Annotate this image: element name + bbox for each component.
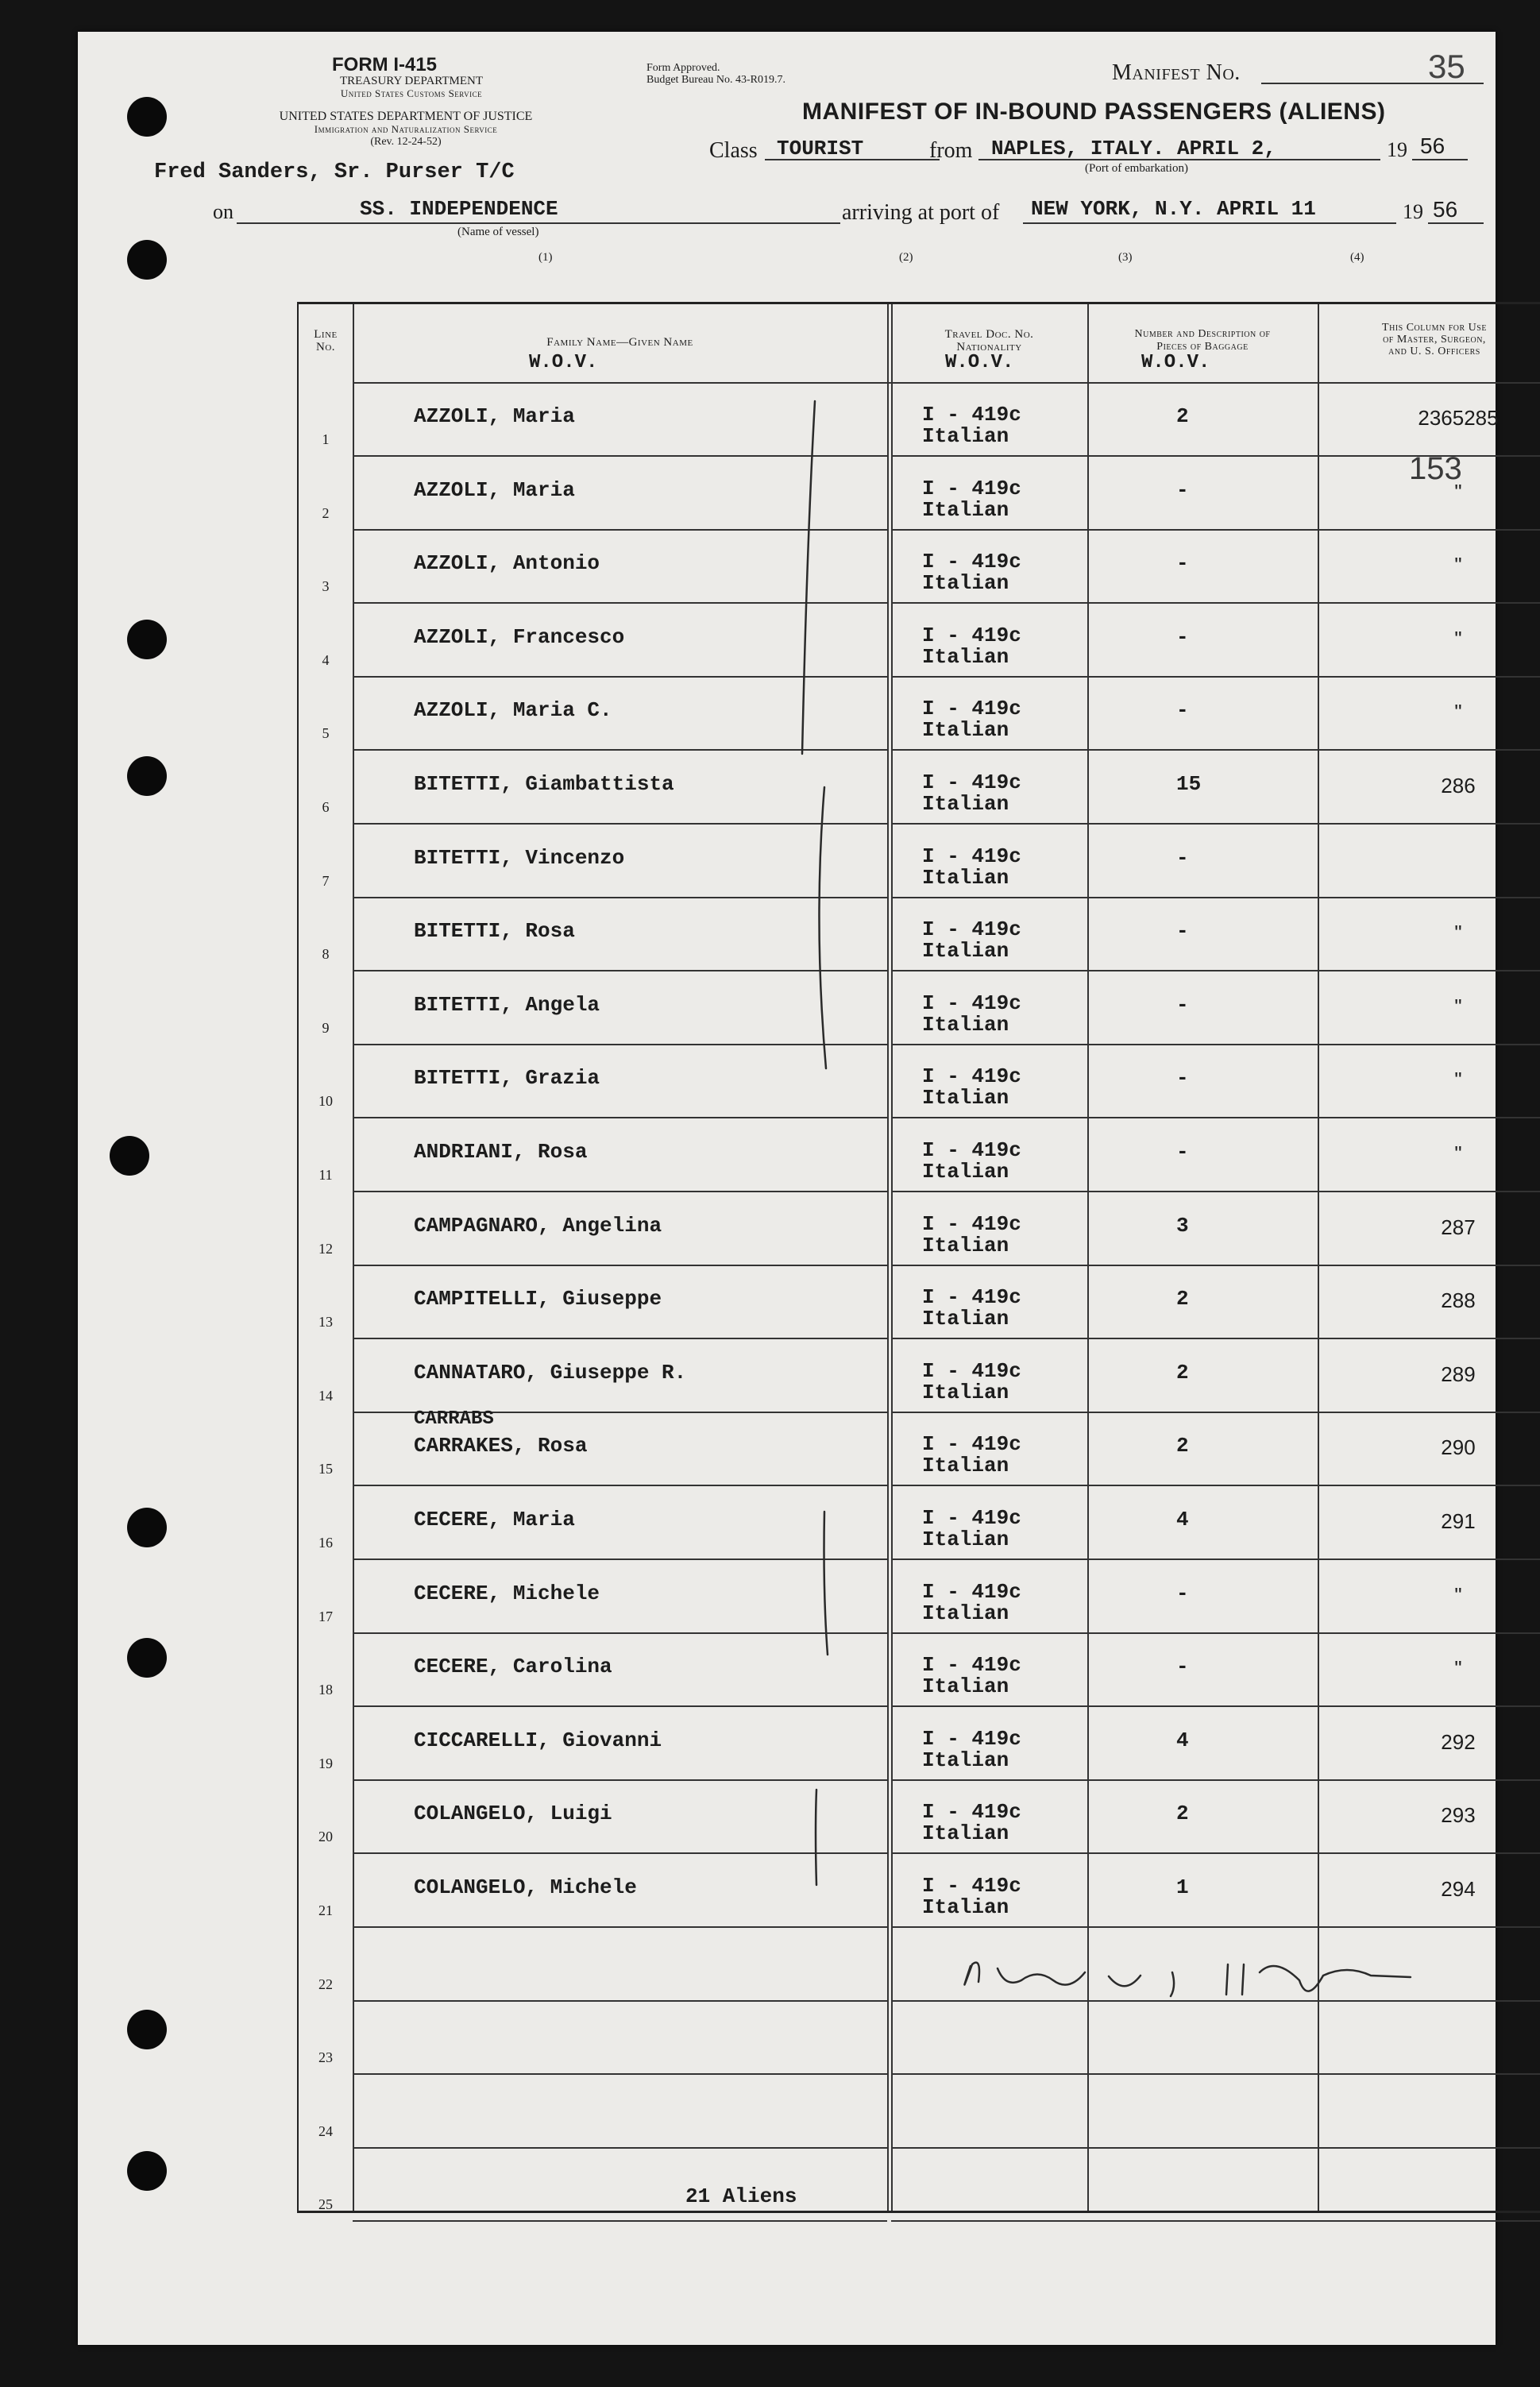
arrival-port: NEW YORK, N.Y. APRIL 11: [1031, 197, 1316, 221]
travel-doc-number: I - 419c: [922, 403, 1021, 427]
punch-hole: [127, 2010, 167, 2049]
baggage-count: -: [1176, 551, 1189, 576]
punch-hole: [127, 620, 167, 659]
baggage-count: -: [1176, 1581, 1189, 1605]
passenger-name: AZZOLI, Francesco: [414, 624, 625, 649]
doc-header-nationality: Nationality: [956, 341, 1022, 353]
baggage-count: -: [1176, 1066, 1189, 1091]
line-number: 20: [318, 1829, 333, 1845]
baggage-header-wov: W.O.V.: [1141, 352, 1210, 373]
passenger-name: CECERE, Michele: [414, 1581, 600, 1605]
doc-header-text: Travel Doc. No.: [944, 328, 1034, 341]
embarkation-caption: (Port of embarkation): [1085, 162, 1188, 175]
line-number: 15: [318, 1461, 333, 1477]
punch-hole: [127, 1508, 167, 1547]
officer-entry: ": [1454, 1068, 1462, 1092]
punch-hole: [127, 756, 167, 796]
nationality: Italian: [922, 1307, 1009, 1331]
line-number: 22: [318, 1976, 333, 1992]
from-label: from: [929, 138, 973, 163]
bracket-stroke: [824, 1512, 828, 1655]
officer-entry: 289: [1441, 1362, 1476, 1386]
officer-entry: 2365285: [1418, 406, 1499, 430]
travel-doc-number: I - 419c: [922, 1874, 1021, 1898]
nationality: Italian: [922, 1748, 1009, 1772]
nationality: Italian: [922, 865, 1009, 890]
travel-doc-number: I - 419c: [922, 1579, 1021, 1604]
officer-entry: ": [1454, 700, 1462, 724]
line-number: 2: [322, 504, 330, 521]
passenger-name: BITETTI, Rosa: [414, 919, 575, 944]
nationality: Italian: [922, 1528, 1009, 1551]
line-number: 6: [322, 799, 330, 815]
form-approved: Form Approved.: [646, 62, 720, 74]
officer-entry: ": [1454, 921, 1462, 945]
officer-entry: 286: [1441, 774, 1476, 798]
officer-entry: ": [1454, 1141, 1462, 1165]
line-header-text: Line: [314, 328, 338, 341]
passenger-name: AZZOLI, Maria C.: [414, 698, 612, 723]
travel-doc-number: I - 419c: [922, 771, 1021, 794]
nationality: Italian: [922, 644, 1009, 669]
travel-doc-number: I - 419c: [922, 991, 1021, 1015]
passenger-name: COLANGELO, Luigi: [414, 1802, 612, 1826]
line-number: 13: [318, 1314, 333, 1331]
from-year-line: [1412, 159, 1468, 160]
line-number: 24: [318, 2122, 333, 2139]
line-number: 9: [322, 1019, 330, 1036]
travel-doc-number: I - 419c: [922, 623, 1021, 647]
line-number: 4: [322, 651, 330, 668]
line-number: 5: [322, 725, 330, 742]
from-year: 56: [1420, 133, 1445, 158]
arrival-line: [1023, 222, 1396, 224]
baggage-count: 3: [1176, 1213, 1189, 1238]
officer-entry: ": [1454, 553, 1462, 577]
passenger-name: AZZOLI, Maria: [414, 404, 575, 428]
nationality: Italian: [922, 792, 1009, 816]
vessel-name: SS. INDEPENDENCE: [360, 197, 558, 221]
passenger-name: COLANGELO, Michele: [414, 1875, 637, 1899]
punch-hole: [127, 97, 167, 137]
baggage-count: -: [1176, 477, 1189, 502]
passenger-name: CAMPAGNARO, Angelina: [414, 1213, 662, 1238]
travel-doc-number: I - 419c: [922, 917, 1021, 942]
line-number: 11: [318, 1167, 333, 1183]
travel-doc-number: I - 419c: [922, 697, 1021, 721]
travel-doc-number: I - 419c: [922, 1506, 1021, 1530]
passenger-name: AZZOLI, Antonio: [414, 551, 600, 576]
nationality: Italian: [922, 571, 1009, 596]
travel-doc-number: I - 419c: [922, 1726, 1021, 1751]
baggage-count: -: [1176, 1140, 1189, 1164]
line-number: 19: [318, 1755, 333, 1771]
officer-header-master: of Master, Surgeon,: [1383, 334, 1486, 346]
arrival-year-prefix: 19: [1403, 200, 1423, 223]
officer-entry: 291: [1441, 1509, 1476, 1533]
on-label: on: [213, 200, 234, 223]
ins-label: Immigration and Naturalization Service: [314, 123, 498, 135]
line-number: 16: [318, 1535, 333, 1551]
passenger-name: BITETTI, Giambattista: [414, 772, 674, 796]
row-rule: [353, 2220, 887, 2222]
manifest-number: 35: [1428, 48, 1465, 85]
baggage-count: 1: [1176, 1875, 1189, 1899]
officer-entry: ": [1454, 479, 1462, 504]
doc-header-wov: W.O.V.: [945, 352, 1014, 373]
passenger-name: ANDRIANI, Rosa: [414, 1140, 588, 1164]
officer-entry: 293: [1441, 1803, 1476, 1828]
baggage-count: 2: [1176, 1287, 1189, 1311]
line-number: 14: [318, 1387, 333, 1404]
name-header-wov: W.O.V.: [529, 352, 598, 373]
officer-header-officers: and U. S. Officers: [1388, 346, 1480, 357]
line-number: 7: [322, 872, 330, 889]
travel-doc-number: I - 419c: [922, 1432, 1021, 1457]
baggage-count: 15: [1176, 772, 1202, 796]
baggage-count: 4: [1176, 1728, 1189, 1752]
line-number: 23: [318, 2049, 333, 2066]
baggage-header-text: Number and Description of: [1134, 328, 1271, 340]
nationality: Italian: [922, 1674, 1009, 1699]
passenger-name: BITETTI, Angela: [414, 992, 600, 1017]
line-number: 1: [322, 431, 330, 447]
travel-doc-number: I - 419c: [922, 1358, 1021, 1383]
vessel-caption: (Name of vessel): [457, 226, 539, 238]
col-1-number: (1): [538, 251, 553, 264]
handwriting-overlay: [299, 304, 1540, 2211]
line-number: 21: [318, 1902, 333, 1918]
revision-label: (Rev. 12-24-52): [370, 136, 442, 148]
baggage-count: 2: [1176, 1802, 1189, 1826]
travel-doc-number: I - 419c: [922, 1064, 1021, 1089]
travel-doc-number: I - 419c: [922, 1285, 1021, 1310]
passenger-name-correction: CARRABS: [414, 1408, 494, 1431]
passenger-name: CANNATARO, Giuseppe R.: [414, 1360, 687, 1385]
nationality: Italian: [922, 1821, 1009, 1846]
passenger-name: BITETTI, Vincenzo: [414, 845, 625, 870]
nationality: Italian: [922, 1601, 1009, 1625]
line-number: 12: [318, 1240, 333, 1257]
officer-entry: ": [1454, 1656, 1462, 1681]
officer-entry: 290: [1441, 1435, 1476, 1460]
passenger-name: CICCARELLI, Giovanni: [414, 1728, 662, 1752]
customs-label: United States Customs Service: [340, 87, 483, 99]
bracket-stroke: [802, 401, 815, 754]
baggage-count: -: [1176, 1655, 1189, 1679]
line-number: 3: [322, 578, 330, 595]
baggage-count: -: [1176, 845, 1189, 870]
officer-entry: ": [1454, 626, 1462, 651]
baggage-count: 2: [1176, 1434, 1189, 1458]
baggage-count: 2: [1176, 404, 1189, 428]
class-value: TOURIST: [777, 137, 864, 160]
officer-entry: 287: [1441, 1215, 1476, 1239]
bracket-stroke: [819, 787, 826, 1068]
officer-entry: 294: [1441, 1877, 1476, 1901]
arrival-year-line: [1428, 222, 1484, 224]
manifest-title: MANIFEST OF IN-BOUND PASSENGERS (ALIENS): [802, 98, 1386, 125]
line-number: 17: [318, 1608, 333, 1624]
class-label: Class: [709, 138, 758, 163]
travel-doc-number: I - 419c: [922, 1211, 1021, 1236]
travel-doc-number: I - 419c: [922, 1800, 1021, 1825]
passenger-name: AZZOLI, Maria: [414, 477, 575, 502]
vessel-line: [237, 222, 840, 224]
treasury-label: TREASURY DEPARTMENT: [339, 75, 484, 87]
travel-doc-number: I - 419c: [922, 1138, 1021, 1162]
nationality: Italian: [922, 424, 1009, 448]
officer-entry: 292: [1441, 1729, 1476, 1754]
form-number: FORM I-415: [332, 54, 438, 75]
arriving-label: arriving at port of: [842, 200, 1000, 225]
line-number: 8: [322, 946, 330, 963]
punch-hole: [127, 240, 167, 280]
passenger-name: CECERE, Carolina: [414, 1655, 612, 1679]
nationality: Italian: [922, 1233, 1009, 1257]
travel-doc-number: I - 419c: [922, 844, 1021, 868]
line-number: 18: [318, 1682, 333, 1698]
baggage-count: -: [1176, 919, 1189, 944]
passenger-name: CECERE, Maria: [414, 1508, 575, 1531]
arrival-year: 56: [1433, 197, 1458, 222]
baggage-count: -: [1176, 624, 1189, 649]
manifest-sheet: [78, 32, 1499, 2345]
baggage-header-pieces: Pieces of Baggage: [1156, 341, 1249, 353]
punch-hole: [127, 2151, 167, 2191]
passenger-name: CAMPITELLI, Giuseppe: [414, 1287, 662, 1311]
nationality: Italian: [922, 718, 1009, 743]
baggage-count: -: [1176, 698, 1189, 723]
manifest-no-label: Manifest No.: [1112, 60, 1241, 85]
nationality: Italian: [922, 1454, 1009, 1478]
line-number: 25: [318, 2196, 333, 2213]
doj-label: UNITED STATES DEPARTMENT OF JUSTICE: [279, 110, 533, 123]
nationality: Italian: [922, 1160, 1009, 1184]
baggage-count: 2: [1176, 1360, 1189, 1385]
baggage-count: 4: [1176, 1508, 1189, 1531]
line-header-no: No.: [315, 341, 336, 353]
officer-entry: ": [1454, 1582, 1462, 1607]
row-rule: [891, 2220, 1540, 2222]
officer-entry: ": [1454, 994, 1462, 1018]
nationality: Italian: [922, 939, 1009, 964]
purser-signature: Fred Sanders, Sr. Purser T/C: [154, 160, 515, 184]
officer-entry: 288: [1441, 1288, 1476, 1313]
nationality: Italian: [922, 1012, 1009, 1037]
nationality: Italian: [922, 1380, 1009, 1404]
passenger-name: BITETTI, Grazia: [414, 1066, 600, 1091]
budget-bureau: Budget Bureau No. 43-R019.7.: [646, 74, 785, 86]
line-number: 10: [318, 1093, 333, 1110]
travel-doc-number: I - 419c: [922, 476, 1021, 500]
col-4-number: (4): [1350, 251, 1364, 264]
from-year-prefix: 19: [1387, 138, 1407, 161]
margin-number: 153: [1409, 451, 1462, 486]
passenger-table: [297, 302, 1540, 2213]
nationality: Italian: [922, 497, 1009, 522]
officer-header-text: This Column for Use: [1382, 322, 1487, 334]
col-3-number: (3): [1118, 251, 1133, 264]
passenger-name: CARRAKES, Rosa: [414, 1434, 588, 1458]
signature-scrawl: [964, 1963, 1411, 1996]
travel-doc-number: I - 419c: [922, 1653, 1021, 1678]
nationality: Italian: [922, 1086, 1009, 1110]
total-aliens: 21 Aliens: [685, 2184, 797, 2208]
travel-doc-number: I - 419c: [922, 550, 1021, 574]
col-2-number: (2): [899, 251, 913, 264]
punch-hole: [110, 1136, 149, 1176]
from-value: NAPLES, ITALY. APRIL 2,: [991, 137, 1276, 160]
nationality: Italian: [922, 1895, 1009, 1919]
baggage-count: -: [1176, 992, 1189, 1017]
name-header-text: Family Name—Given Name: [546, 336, 693, 349]
punch-hole: [127, 1638, 167, 1678]
